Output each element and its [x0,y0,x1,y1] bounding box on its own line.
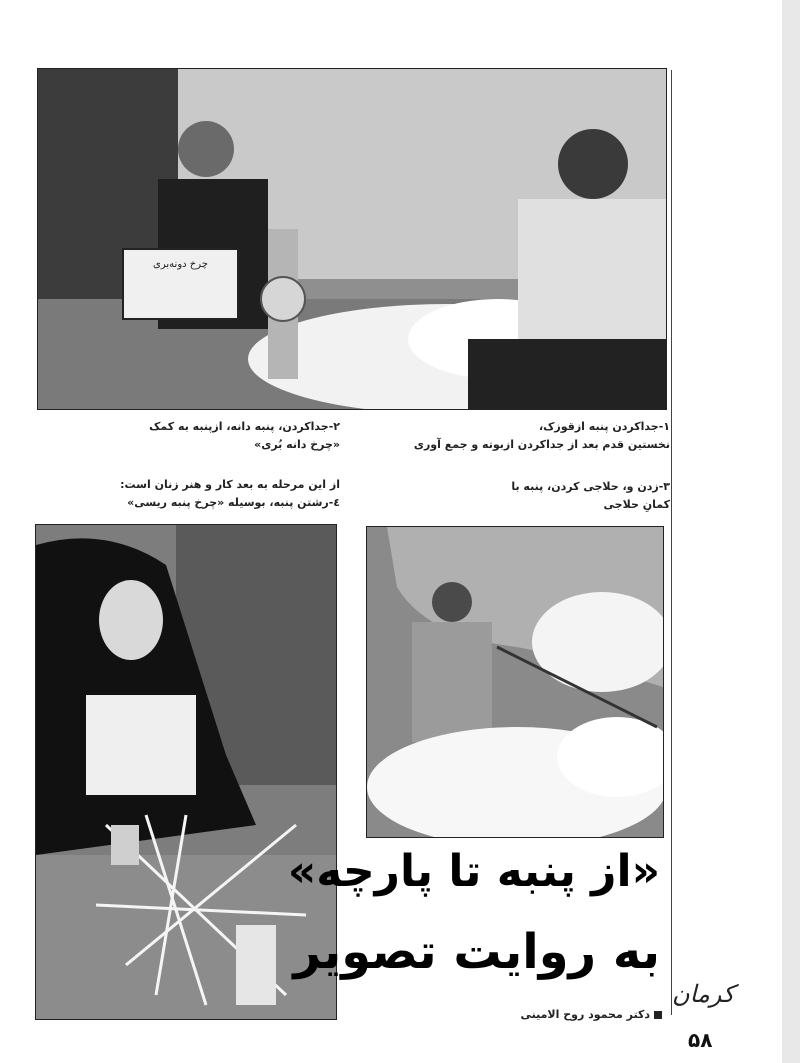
author-name: دکتر محمود روح الامینی [520,1008,650,1021]
caption-4-line-1: ٤-رشتن پنبه، بوسیله «چرخ پنبه ریسی» [127,496,340,509]
article-author [521,1008,663,1021]
article-title-line-2: به روایت تصویر [293,924,660,980]
photo-cotton-seed-separation [37,68,667,410]
article-title-line-1: «از پنبه تا پارچه» [287,846,660,897]
caption-3 [340,478,670,514]
caption-3-line-2: کمانِ حلاجی [603,498,670,511]
magazine-logo: کرمان [672,980,735,1008]
caption-2 [30,418,340,454]
page-number: ۵۸ [688,1028,713,1052]
caption-3-line-1: ۳-زدن و، حلاجی کردن، پنبه با [511,480,670,493]
photo1-sign: چرخ دونه‌بری [153,259,208,270]
photo-spinning-wheel [35,524,337,1020]
caption-4-intro: از این مرحله به بعد کار و هنر زنان است: [120,478,340,491]
page-edge-shadow [782,0,800,1063]
photo1-illustration [38,69,666,409]
caption-1-line-1: ۱-جداکردن پنبه ازقوزک، [538,420,670,433]
column-rule [671,70,672,1015]
caption-2-line-1: ۲-جداکردن، پنبه دانه، ازپنبه به کمک [149,420,340,433]
photo3-illustration [367,527,663,837]
caption-1 [340,418,670,454]
photo4-illustration [36,525,336,1019]
caption-1-line-2: نخستین قدم بعد از جداکردن ازبوته و جمع آوری [413,438,670,451]
photo-cotton-carding [366,526,664,838]
author-bullet [654,1011,662,1019]
caption-4 [30,476,340,512]
caption-2-line-2: «چرخ دانه بُری» [254,438,340,451]
